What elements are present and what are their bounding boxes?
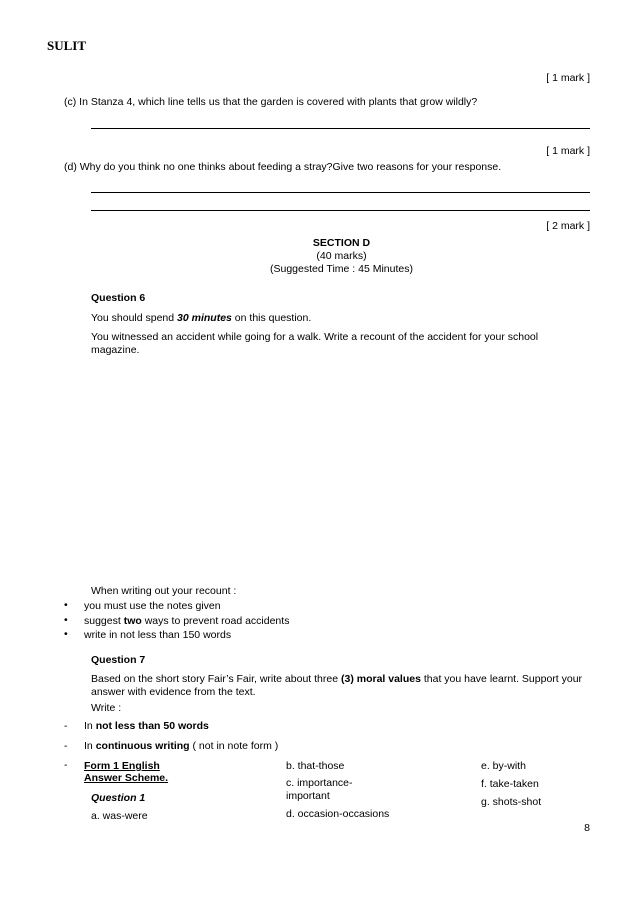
answer-item: b. that-those <box>286 760 345 772</box>
page-number: 8 <box>584 822 590 834</box>
answer-item: e. by-with <box>481 760 526 772</box>
section-time: (Suggested Time : 45 Minutes) <box>270 263 413 275</box>
prompt-emphasis: (3) moral values <box>340 673 421 685</box>
bullet-item <box>84 615 289 627</box>
bullet-item: you must use the notes given <box>84 600 221 612</box>
dash-emphasis: not less than 50 words <box>95 720 209 732</box>
question-6-prompt: You witnessed an accident while going for a walk. Write a recount of the accident for your school magazine. <box>91 331 539 356</box>
question-7-prompt <box>91 673 594 699</box>
prompt-text: Based on the short story Fair’s Fair, write about three <box>91 673 341 685</box>
answer-scheme-question: Question 1 <box>91 792 146 804</box>
answer-item: c. importance-important <box>286 777 353 802</box>
write-label: Write : <box>91 702 122 714</box>
instruction-text: You should spend <box>91 312 178 324</box>
bullet-marker: • <box>64 599 68 611</box>
dash-text: In <box>84 740 96 752</box>
answer-line <box>91 210 590 211</box>
notes-intro: When writing out your recount : <box>91 585 237 597</box>
answer-item: g. shots-shot <box>481 796 542 808</box>
mark-label: [ 1 mark ] <box>546 145 590 157</box>
question-6-title: Question 6 <box>91 292 146 304</box>
dash-text: In <box>84 720 96 732</box>
dash-item <box>84 740 278 752</box>
instruction-text: on this question. <box>231 312 312 324</box>
answer-line <box>91 128 590 129</box>
question-6-instruction <box>91 312 311 325</box>
prompt-text: that you have learnt. Support your answer with evidence from the text. <box>91 673 583 698</box>
page-header: SULIT <box>47 38 87 53</box>
question-d: (d) Why do you think no one thinks about feeding a stray?Give two reasons for your response. <box>64 161 502 173</box>
question-c: (c) In Stanza 4, which line tells us that the garden is covered with plants that grow wildly? <box>64 96 478 108</box>
answer-scheme-title: Answer Scheme. <box>84 772 169 784</box>
bullet-emphasis: two <box>123 615 142 627</box>
answer-item: d. occasion-occasions <box>286 808 390 820</box>
mark-label: [ 1 mark ] <box>546 72 590 84</box>
bullet-text: suggest <box>84 615 124 627</box>
answer-scheme-title: Form 1 English <box>84 760 160 772</box>
answer-line <box>91 192 590 193</box>
dash-emphasis: continuous writing <box>95 740 190 752</box>
dash-marker: - <box>64 759 68 771</box>
bullet-text: ways to prevent road accidents <box>141 615 290 627</box>
section-marks: (40 marks) <box>316 250 367 262</box>
dash-marker: - <box>64 740 68 752</box>
dash-item <box>84 720 209 732</box>
dash-marker: - <box>64 720 68 732</box>
question-7-title: Question 7 <box>91 654 146 666</box>
answer-item: f. take-taken <box>481 778 539 790</box>
answer-item: a. was-were <box>91 810 148 822</box>
instruction-time: 30 minutes <box>177 312 232 324</box>
mark-label: [ 2 mark ] <box>546 220 590 232</box>
dash-text: ( not in note form ) <box>189 740 279 752</box>
section-title: SECTION D <box>312 237 371 249</box>
bullet-item: write in not less than 150 words <box>84 629 232 641</box>
bullet-marker: • <box>64 614 68 626</box>
bullet-marker: • <box>64 628 68 640</box>
